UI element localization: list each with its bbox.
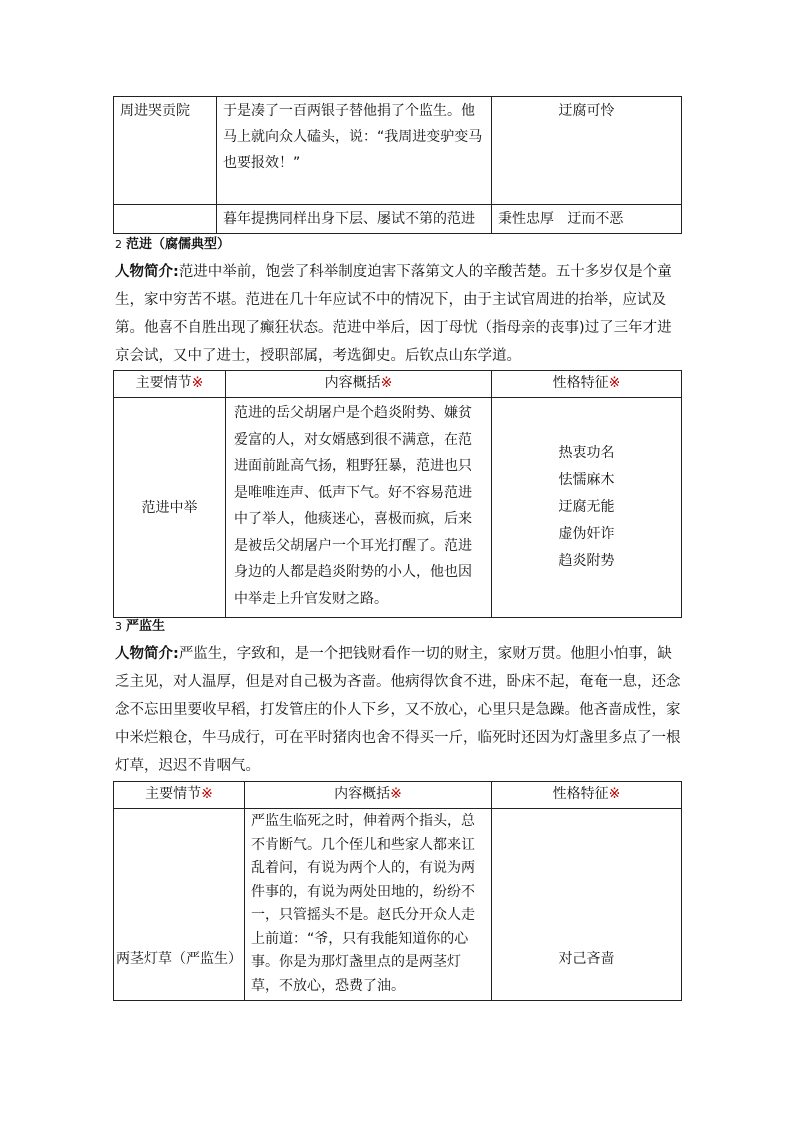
yanjiansheng-table	[113, 781, 682, 1001]
intro-label: 人物简介:	[115, 264, 179, 280]
table-row	[114, 97, 682, 205]
trait-item: 迂腐无能	[558, 499, 615, 515]
table-header-row	[114, 371, 682, 398]
plot-cell: 周进哭贡院	[114, 97, 217, 205]
trait-cell: 迂腐可怜	[492, 97, 682, 205]
content-cell: 范进的岳父胡屠户是个趋炎附势、嫌贫爱富的人，对女婿感到很不满意，在范进面前趾高气扬，粗野狂暴，范进也只是唯唯连声、低声下气。好不容易范进中了举人，他痰迷心，喜极而疯，后来是被岳父胡屠户一个耳光打醒了。范进身边的人都是趋炎附势的小人，他也因中举走上升官发财之路。	[226, 398, 492, 618]
section-title: 范进（腐儒典型）	[126, 237, 231, 252]
content-cell: 暮年提携同样出身下层、屡试不第的范进	[217, 205, 492, 234]
section-number: 2	[115, 238, 122, 251]
plot-cell: 两茎灯草（严监生）	[114, 809, 245, 1001]
header-content: 内容概括※	[226, 371, 492, 398]
table-row	[114, 398, 682, 618]
section-heading-yanjiansheng	[115, 618, 165, 636]
zhoujin-table	[113, 96, 682, 234]
intro-text: 范进中举前，饱尝了科举制度迫害下落第文人的辛酸苦楚。五十多岁仅是个童生，家中穷苦不堪。范进在几十年应试不中的情况下，由于主试官周进的抬举，应试及第。他喜不自胜出现了癫狂状态。范进中举后，因丁母忧（指母亲的丧事)过了三年才进京会试，又中了进士，授职部属，考选御史。后钦点山东学道。	[115, 264, 672, 364]
reference-mark: ※	[608, 786, 621, 802]
trait-item: 趋炎附势	[558, 553, 615, 569]
header-trait: 性格特征※	[492, 371, 682, 398]
header-trait: 性格特征※	[492, 782, 682, 809]
plot-cell	[114, 205, 217, 234]
intro-text: 严监生，字致和，是一个把钱财看作一切的财主，家财万贯。他胆小怕事，缺乏主见，对人温厚，但是对自己极为吝啬。他病得饮食不进，卧床不起，奄奄一息，还念念不忘田里要收早稻，打发管庄的仆人下乡，又不放心，心里只是急躁。他吝啬成性，家中米烂粮仓，牛马成行，可在平时猪肉也舍不得买一斤，临死时还因为灯盏里多点了一根灯草，迟迟不肯咽气。	[115, 646, 681, 774]
trait-cell: 对己吝啬	[492, 809, 682, 1001]
reference-mark: ※	[380, 375, 393, 391]
table-row	[114, 809, 682, 1001]
plot-cell: 范进中举	[114, 398, 226, 618]
header-plot: 主要情节※	[114, 371, 226, 398]
section-title: 严监生	[126, 619, 166, 634]
character-intro-yanjiansheng	[115, 640, 685, 780]
trait-item: 热衷功名	[558, 445, 615, 461]
trait-item: 虚伪奸诈	[558, 526, 615, 542]
trait-cell: 秉性忠厚 迂而不恶	[492, 205, 682, 234]
header-plot: 主要情节※	[114, 782, 245, 809]
reference-mark: ※	[191, 375, 204, 391]
trait-item: 怯懦麻木	[558, 472, 615, 488]
table-row	[114, 205, 682, 234]
intro-label: 人物简介:	[115, 646, 179, 662]
character-intro-fanjin	[115, 258, 685, 370]
content-cell: 于是凑了一百两银子替他捐了个监生。他马上就向众人磕头，说：“我周进变驴变马也要报效！”	[217, 97, 492, 205]
reference-mark: ※	[201, 786, 213, 802]
content-cell: 严监生临死之时，伸着两个指头，总不肯断气。几个侄儿和些家人都来讧乱着问，有说为两个人的，有说为两件事的，有说为两处田地的，纷纷不一，只管摇头不是。赵氏分开众人走上前道：“爷，只有我能知道你的心事。你是为那灯盏里点的是两茎灯草，不放心，恐费了油。	[245, 809, 492, 1001]
section-number: 3	[115, 620, 122, 633]
table-header-row	[114, 782, 682, 809]
reference-mark: ※	[390, 786, 402, 802]
section-heading-fanjin	[115, 236, 230, 254]
trait-cell	[492, 398, 682, 618]
reference-mark: ※	[608, 375, 621, 391]
fanjin-table	[113, 370, 682, 618]
header-content: 内容概括※	[245, 782, 492, 809]
